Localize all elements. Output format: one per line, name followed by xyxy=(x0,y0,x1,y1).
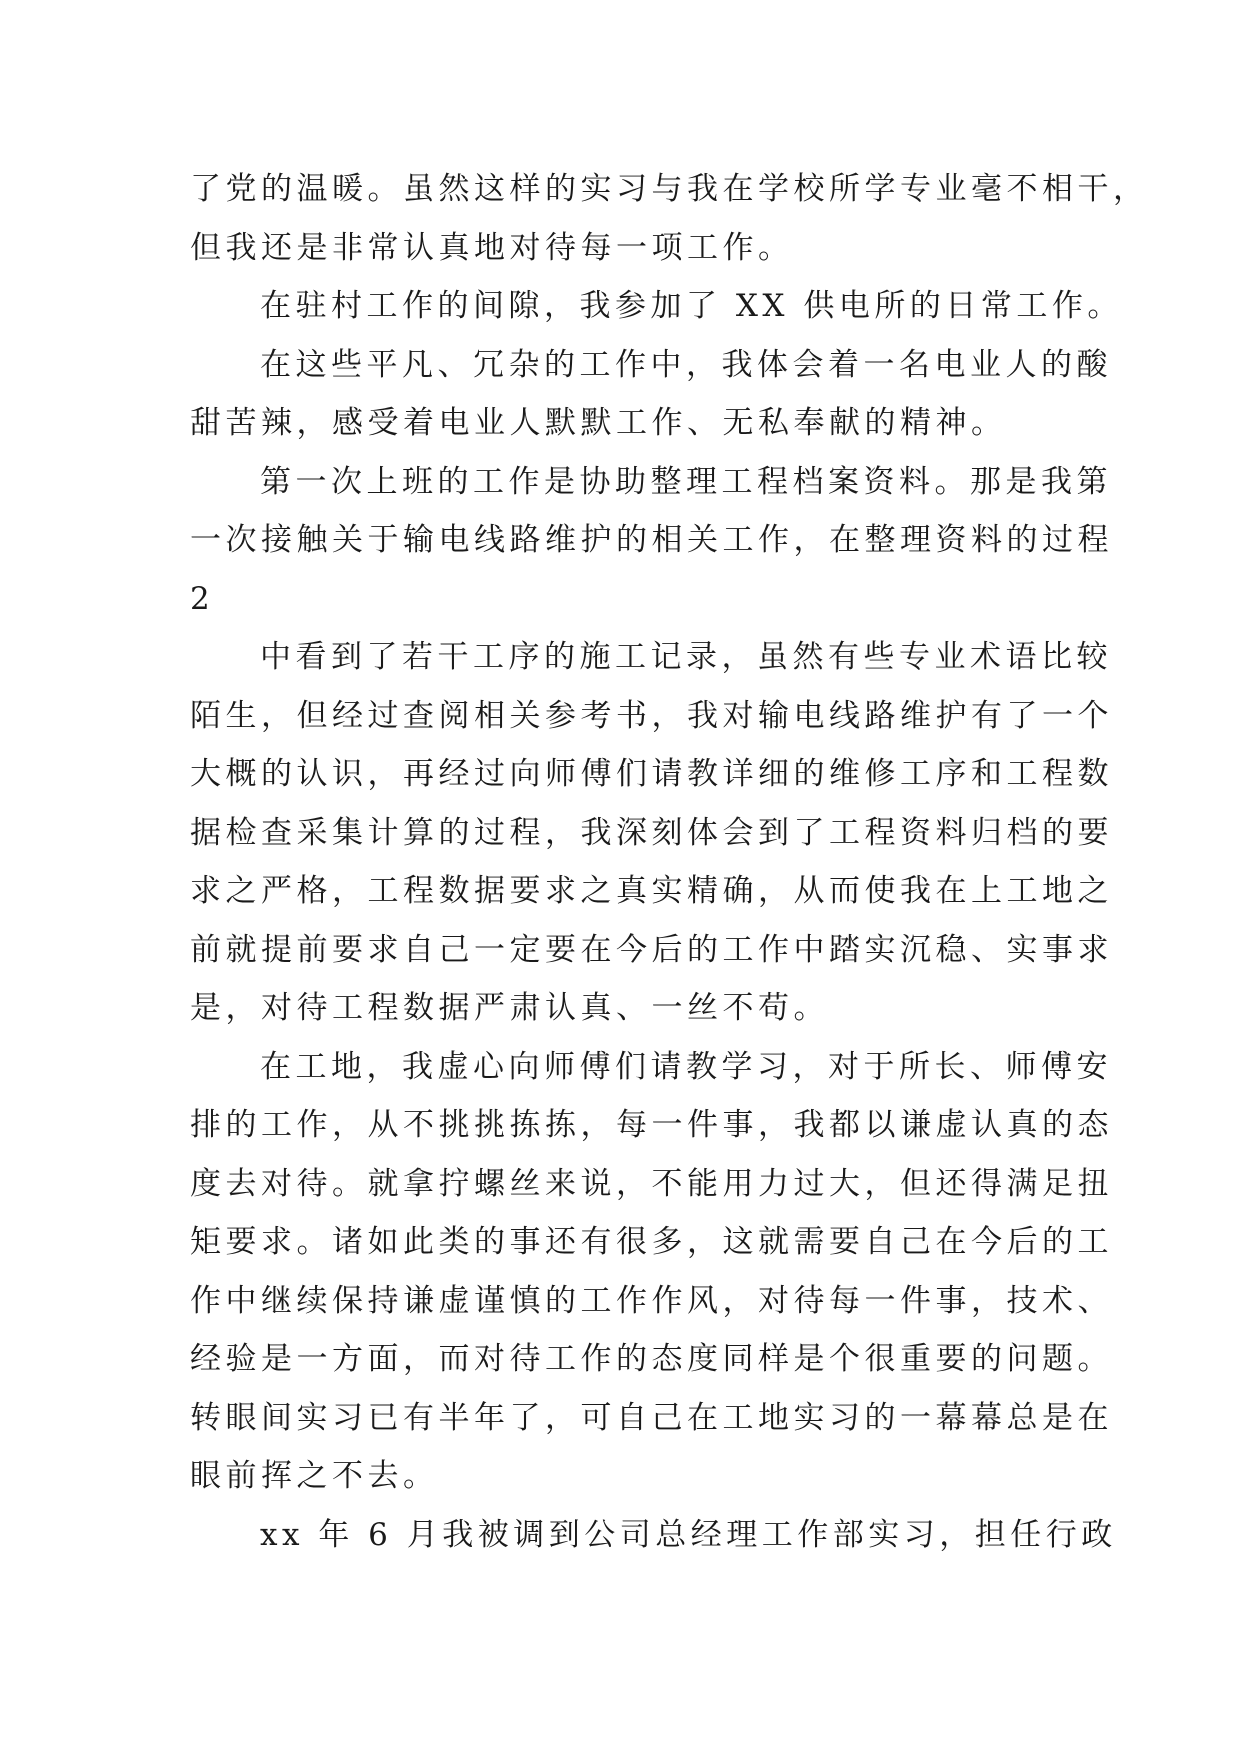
paragraph-start-line: 第一次上班的工作是协助整理工程档案资料。那是我第 xyxy=(260,463,1112,500)
text-line: 前就提前要求自己一定要在今后的工作中踏实沉稳、实事求 xyxy=(190,931,1113,968)
text-line: 度去对待。就拿拧螺丝来说，不能用力过大，但还得满足扭 xyxy=(190,1165,1113,1202)
text-line: 矩要求。诸如此类的事还有很多，这就需要自己在今后的工 xyxy=(190,1224,1113,1260)
page-number: 2 xyxy=(190,580,215,617)
paragraph-start-line: 中看到了若干工序的施工记录，虽然有些专业术语比较 xyxy=(260,639,1112,675)
paragraph-start-line: xx 年 6 月我被调到公司总经理工作部实习，担任行政 xyxy=(260,1516,1117,1553)
paragraph-start-line: 在这些平凡、冗杂的工作中，我体会着一名电业人的酸 xyxy=(260,346,1112,383)
text-line: 甜苦辣，感受着电业人默默工作、无私奉献的精神。 xyxy=(190,405,1007,441)
text-line: 作中继续保持谦虚谨慎的工作作风，对待每一件事，技术、 xyxy=(190,1282,1113,1319)
document-body xyxy=(190,160,1149,1564)
text-line: 据检查采集计算的过程，我深刻体会到了工程资料归档的要 xyxy=(190,814,1113,851)
text-line: 经验是一方面，而对待工作的态度同样是个很重要的问题。 xyxy=(190,1341,1113,1377)
text-line: 求之严格，工程数据要求之真实精确，从而使我在上工地之 xyxy=(190,873,1113,909)
text-line: 一次接触关于输电线路维护的相关工作，在整理资料的过程 xyxy=(190,522,1113,558)
text-line: 排的工作，从不挑挑拣拣，每一件事，我都以谦虚认真的态 xyxy=(190,1107,1113,1143)
text-line: 转眼间实习已有半年了，可自己在工地实习的一幕幕总是在 xyxy=(190,1399,1113,1436)
text-line: 大概的认识，再经过向师傅们请教详细的维修工序和工程数 xyxy=(190,756,1113,792)
paragraph-start-line: 在驻村工作的间隙，我参加了 XX 供电所的日常工作。 xyxy=(260,288,1123,324)
paragraph-start-line: 在工地，我虚心向师傅们请教学习，对于所长、师傅安 xyxy=(260,1048,1112,1085)
text-line: 但我还是非常认真地对待每一项工作。 xyxy=(190,229,794,266)
text-line: 是，对待工程数据严肃认真、一丝不苟。 xyxy=(190,990,829,1026)
text-line: 眼前挥之不去。 xyxy=(190,1458,439,1494)
text-line: 陌生，但经过查阅相关参考书，我对输电线路维护有了一个 xyxy=(190,697,1113,734)
text-line: 了党的温暖。虽然这样的实习与我在学校所学专业毫不相干， xyxy=(190,171,1149,207)
